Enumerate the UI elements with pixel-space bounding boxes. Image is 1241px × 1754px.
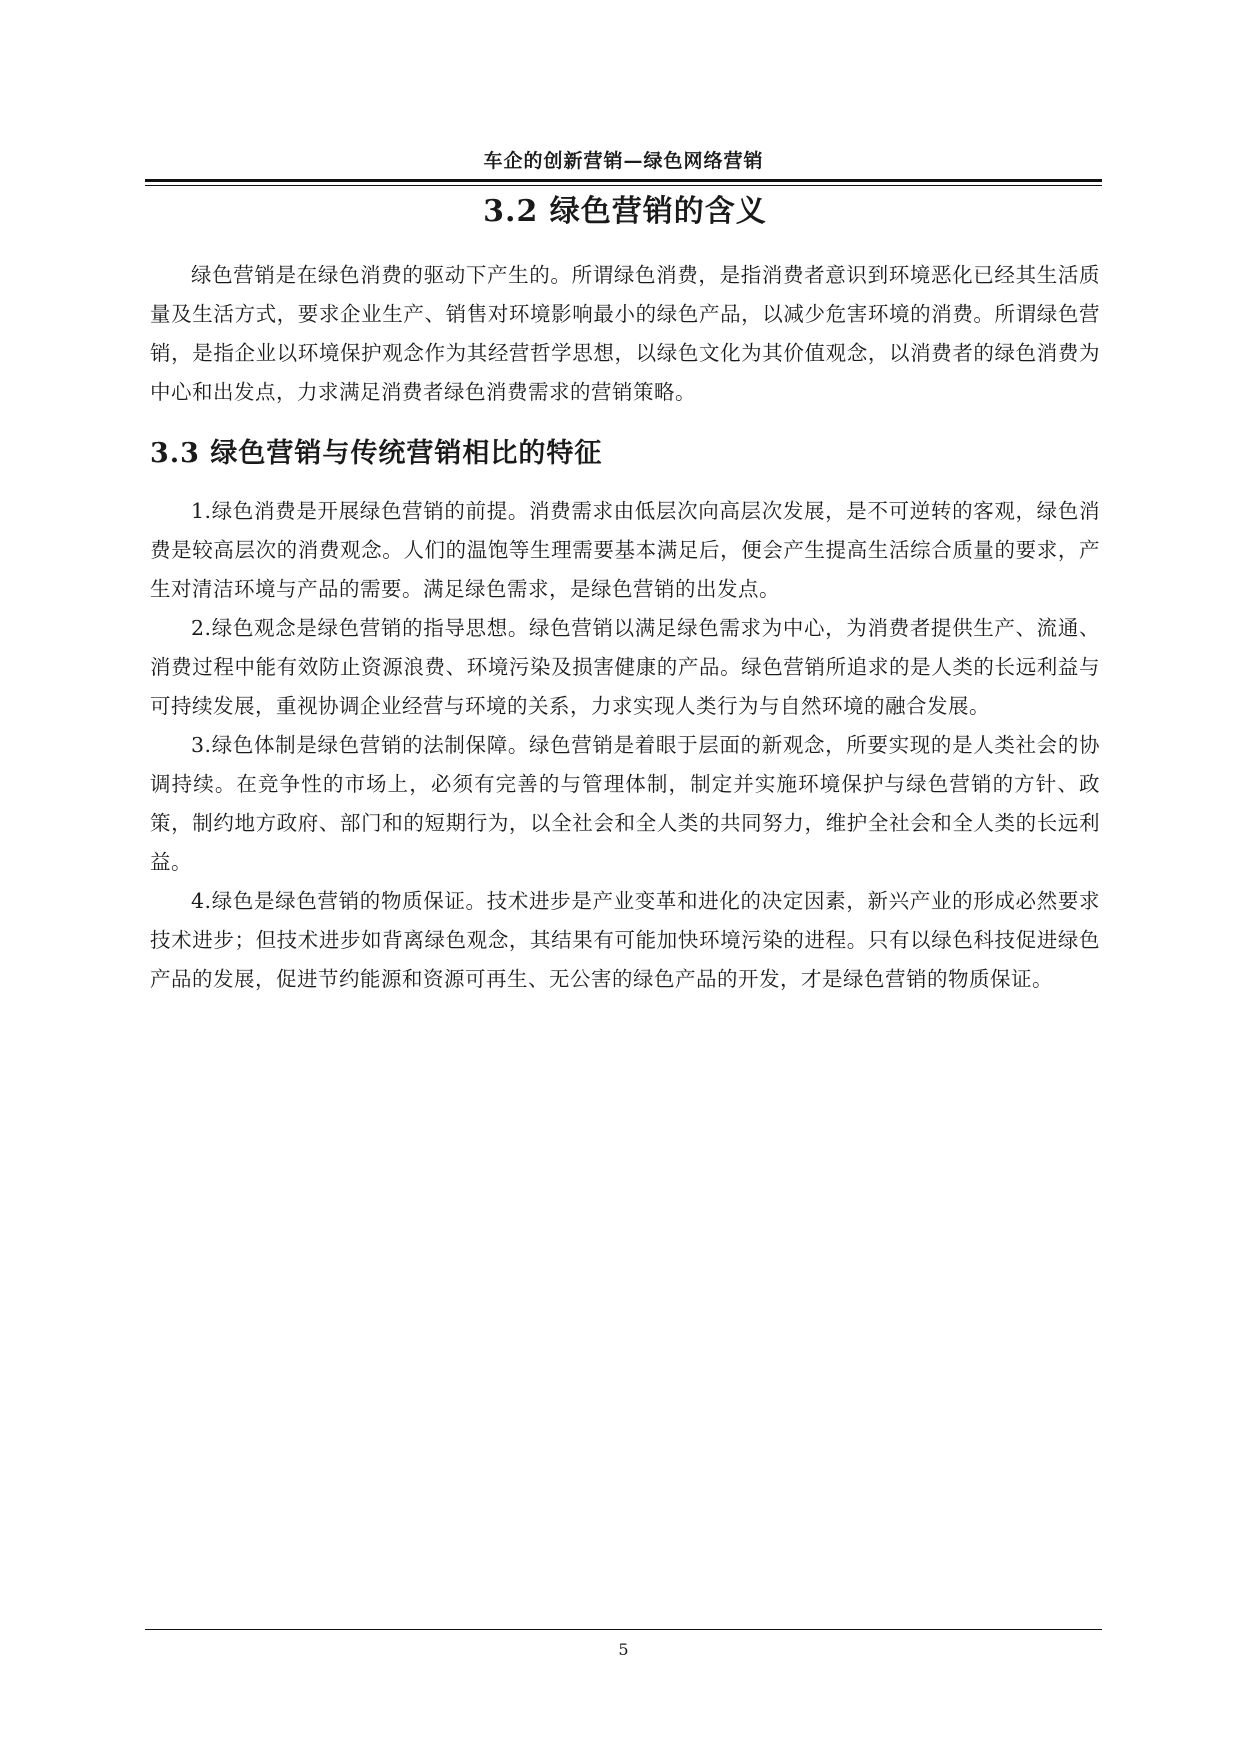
paragraph: 绿色营销是在绿色消费的驱动下产生的。所谓绿色消费，是指消费者意识到环境恶化已经其生活质量及生活方式，要求企业生产、销售对环境影响最小的绿色产品，以减少危害环境的消费。所谓绿色营销，是指企业以环境保护观念作为其经营哲学思想，以绿色文化为其价值观念，以消费者的绿色消费为中心和出发点，力求满足消费者绿色消费需求的营销策略。	[150, 263, 1100, 404]
page-number: 5	[618, 1640, 629, 1659]
paragraph: 1.绿色消费是开展绿色营销的前提。消费需求由低层次向高层次发展，是不可逆转的客观，绿色消费是较高层次的消费观念。人们的温饱等生理需要基本满足后，便会产生提高生活综合质量的要求，产生对清洁环境与产品的需要。满足绿色需求，是绿色营销的出发点。	[150, 499, 1100, 601]
section-title-3-2: 3.2 绿色营销的含义	[483, 194, 767, 229]
header-rule	[145, 179, 1102, 182]
paragraph: 2.绿色观念是绿色营销的指导思想。绿色营销以满足绿色需求为中心，为消费者提供生产、流通、消费过程中能有效防止资源浪费、环境污染及损害健康的产品。绿色营销所追求的是人类的长远利益与可持续发展，重视协调企业经营与环境的关系，力求实现人类行为与自然环境的融合发展。	[150, 616, 1100, 718]
header-rule-thin	[145, 185, 1102, 186]
section-title-3-3: 3.3 绿色营销与传统营销相比的特征	[150, 438, 603, 469]
paragraph: 4.绿色是绿色营销的物质保证。技术进步是产业变革和进化的决定因素，新兴产业的形成必然要求技术进步；但技术进步如背离绿色观念，其结果有可能加快环境污染的进程。只有以绿色科技促进绿色产品的发展，促进节约能源和资源可再生、无公害的绿色产品的开发，才是绿色营销的物质保证。	[150, 889, 1100, 991]
footer-rule	[145, 1629, 1102, 1630]
page-body	[150, 190, 1100, 999]
running-header: 车企的创新营销—绿色网络营销	[483, 150, 764, 172]
paragraph: 3.绿色体制是绿色营销的法制保障。绿色营销是着眼于层面的新观念，所要实现的是人类社会的协调持续。在竞争性的市场上，必须有完善的与管理体制，制定并实施环境保护与绿色营销的方针、政策，制约地方政府、部门和的短期行为，以全社会和全人类的共同努力，维护全社会和全人类的长远利益。	[150, 733, 1100, 874]
